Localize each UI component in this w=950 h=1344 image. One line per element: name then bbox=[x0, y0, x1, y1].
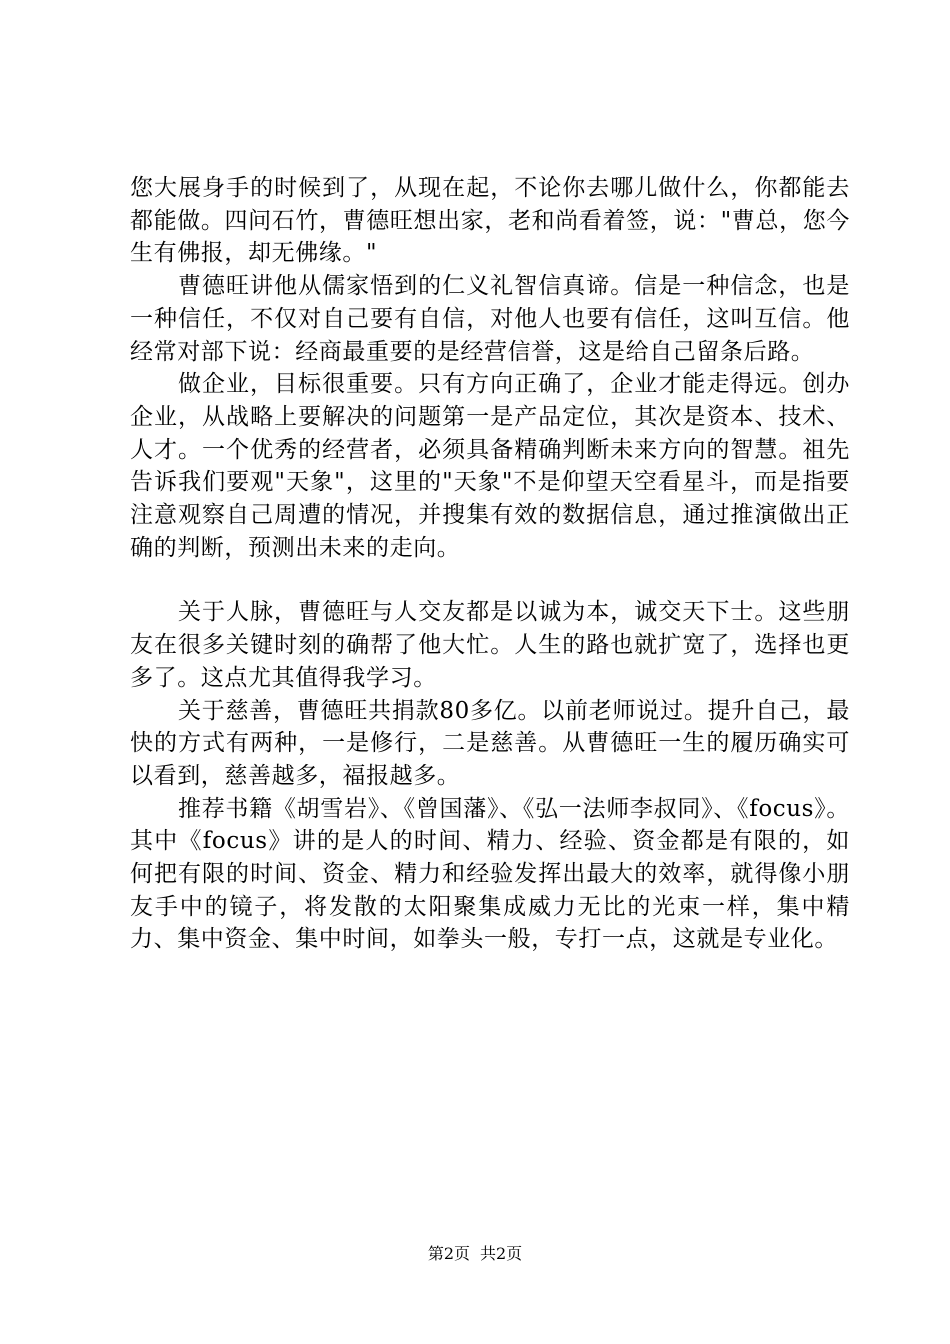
paragraph: 您大展身手的时候到了，从现在起，不论你去哪儿做什么，你都能去都能做。四问石竹，曹德旺想出家，老和尚看着签，说："曹总，您今生有佛报，却无佛缘。" bbox=[130, 175, 850, 267]
paragraph: 曹德旺讲他从儒家悟到的仁义礼智信真谛。信是一种信念，也是一种信任，不仅对自己要有自信，对他人也要有信任，这叫互信。他经常对部下说：经商最重要的是经营信誉，这是给自己留条后路。 bbox=[130, 273, 850, 365]
paragraph: 做企业，目标很重要。只有方向正确了，企业才能走得远。创办企业，从战略上要解决的问题第一是产品定位，其次是资本、技术、人才。一个优秀的经营者，必须具备精确判断未来方向的智慧。祖先告诉我们要观"天象"，这里的"天象"不是仰望天空看星斗，而是指要注意观察自己周遭的情况，并搜集有效的数据信息，通过推演做出正确的判断，预测出未来的走向。 bbox=[130, 371, 850, 561]
page-number: 第2页 bbox=[427, 1244, 470, 1263]
paragraph: 关于人脉，曹德旺与人交友都是以诚为本，诚交天下士。这些朋友在很多关键时刻的确帮了他大忙。人生的路也就扩宽了，选择也更多了。这点尤其值得我学习。 bbox=[130, 599, 850, 691]
page-total: 共2页 bbox=[480, 1244, 523, 1263]
document-body bbox=[130, 172, 850, 956]
paragraph: 关于慈善，曹德旺共捐款80多亿。以前老师说过。提升自己，最快的方式有两种，一是修行，二是慈善。从曹德旺一生的履历确实可以看到，慈善越多，福报越多。 bbox=[130, 697, 850, 789]
page-footer bbox=[0, 1244, 950, 1264]
paragraph: 推荐书籍《胡雪岩》、《曾国藩》、《弘一法师李叔同》、《focus》。其中《focus》讲的是人的时间、精力、经验、资金都是有限的，如何把有限的时间、资金、精力和经验发挥出最大的效率，就得像小朋友手中的镜子，将发散的太阳聚集成威力无比的光束一样，集中精力、集中资金、集中时间，如拳头一般，专打一点，这就是专业化。 bbox=[130, 795, 850, 953]
